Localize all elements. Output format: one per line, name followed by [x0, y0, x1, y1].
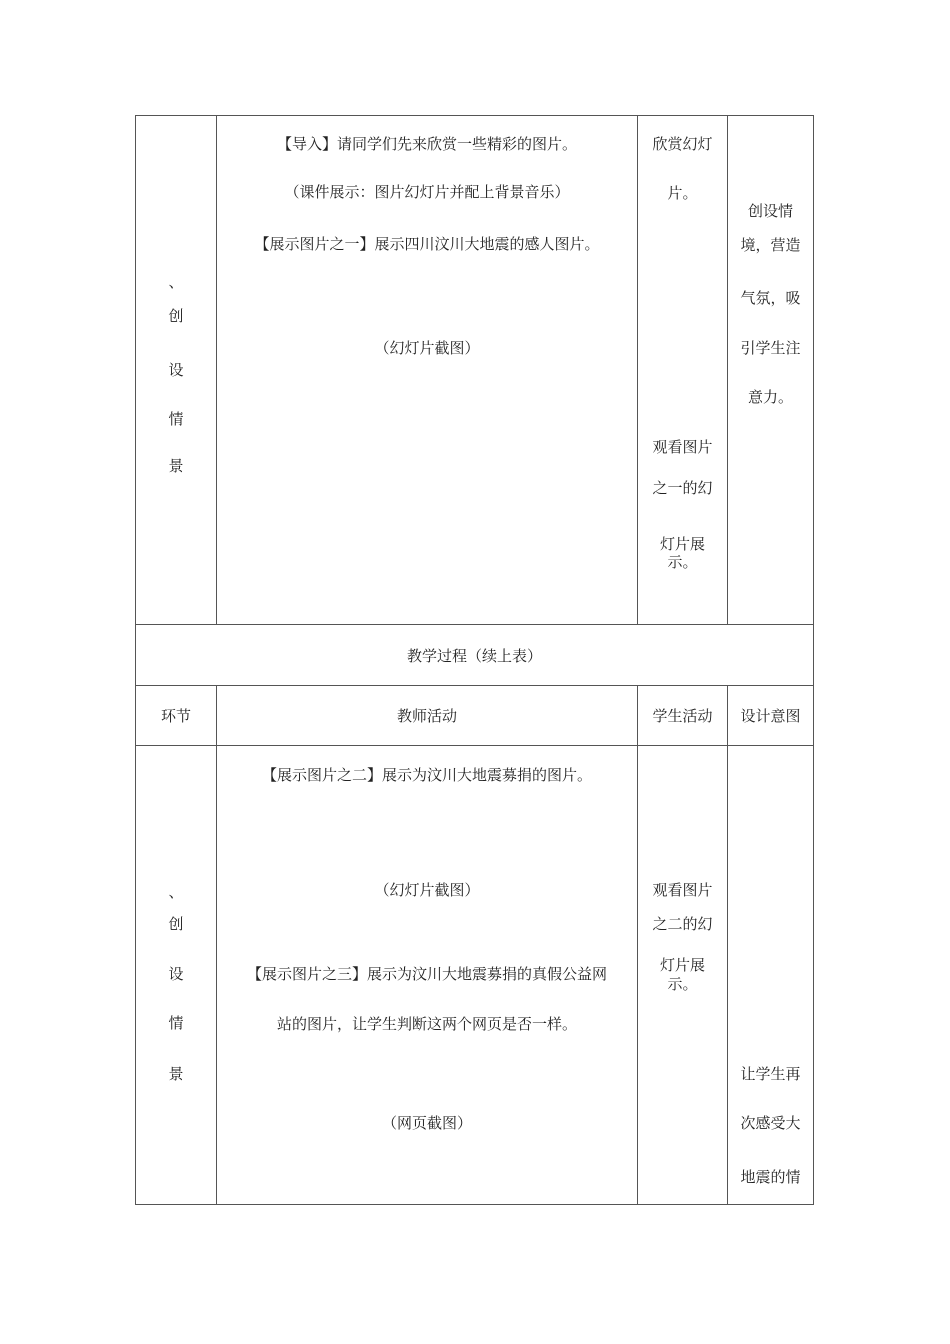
header-section: 环节 — [160, 707, 191, 725]
row2-section-char: 创 — [168, 915, 184, 933]
row2-teacher-line: （网页截图） — [381, 1114, 472, 1132]
row2-teacher-line: （幻灯片截图） — [374, 881, 480, 899]
row1-student-line: 示。 — [667, 553, 698, 571]
table-border-right — [813, 115, 814, 1205]
row2-student-line: 示。 — [667, 975, 698, 993]
row1-student-line: 观看图片 — [652, 438, 713, 456]
row2-student-line: 之二的幻 — [652, 915, 713, 933]
row1-section-char: 创 — [168, 307, 184, 325]
col-divider-2-bottom — [637, 685, 638, 1205]
row1-student-line: 之一的幻 — [652, 479, 713, 497]
table-border-header-bottom — [135, 745, 814, 746]
row1-section-char: 景 — [168, 457, 184, 475]
row2-section-char: 设 — [168, 965, 184, 983]
row1-intent-line: 境，营造 — [740, 236, 801, 254]
row2-student-line: 观看图片 — [652, 881, 713, 899]
row1-section-char: 、 — [168, 273, 184, 291]
row2-intent-line: 地震的情 — [740, 1168, 801, 1186]
row1-student-line: 欣赏幻灯 — [652, 135, 713, 153]
row2-teacher-line: 【展示图片之二】展示为汶川大地震募捐的图片。 — [261, 766, 592, 784]
row1-student-line: 灯片展 — [659, 535, 705, 553]
table-border-bottom — [135, 1204, 814, 1205]
table-border-row1-bottom — [135, 624, 814, 625]
row1-teacher-line: 【展示图片之一】展示四川汶川大地震的感人图片。 — [254, 235, 600, 253]
row1-teacher-line: 【导入】请同学们先来欣赏一些精彩的图片。 — [276, 135, 577, 153]
row2-section-char: 情 — [168, 1014, 184, 1032]
row1-intent-line: 气氛，吸 — [740, 289, 801, 307]
row1-intent-line: 引学生注 — [740, 339, 801, 357]
row1-teacher-line: （幻灯片截图） — [374, 339, 480, 357]
table-border-top — [135, 115, 814, 116]
table-border-caption-bottom — [135, 685, 814, 686]
table-caption: 教学过程（续上表） — [406, 647, 542, 665]
row1-section-char: 设 — [168, 361, 184, 379]
row2-section-char: 、 — [168, 883, 184, 901]
row1-intent-line: 意力。 — [747, 388, 793, 406]
row2-intent-line: 让学生再 — [740, 1065, 801, 1083]
header-student: 学生活动 — [652, 707, 713, 725]
row2-section-char: 景 — [168, 1065, 184, 1083]
header-teacher: 教师活动 — [396, 707, 457, 725]
row2-student-line: 灯片展 — [659, 956, 705, 974]
header-intent: 设计意图 — [740, 707, 801, 725]
row2-teacher-line: 【展示图片之三】展示为汶川大地震募捐的真假公益网 — [246, 965, 607, 983]
row2-teacher-line: 站的图片，让学生判断这两个网页是否一样。 — [276, 1015, 577, 1033]
row1-section-char: 情 — [168, 410, 184, 428]
row2-intent-line: 次感受大 — [740, 1114, 801, 1132]
row1-intent-line: 创设情 — [747, 202, 793, 220]
col-divider-3-top — [727, 115, 728, 625]
row1-student-line: 片。 — [667, 184, 698, 202]
row1-teacher-line: （课件展示：图片幻灯片并配上背景音乐） — [284, 183, 570, 201]
